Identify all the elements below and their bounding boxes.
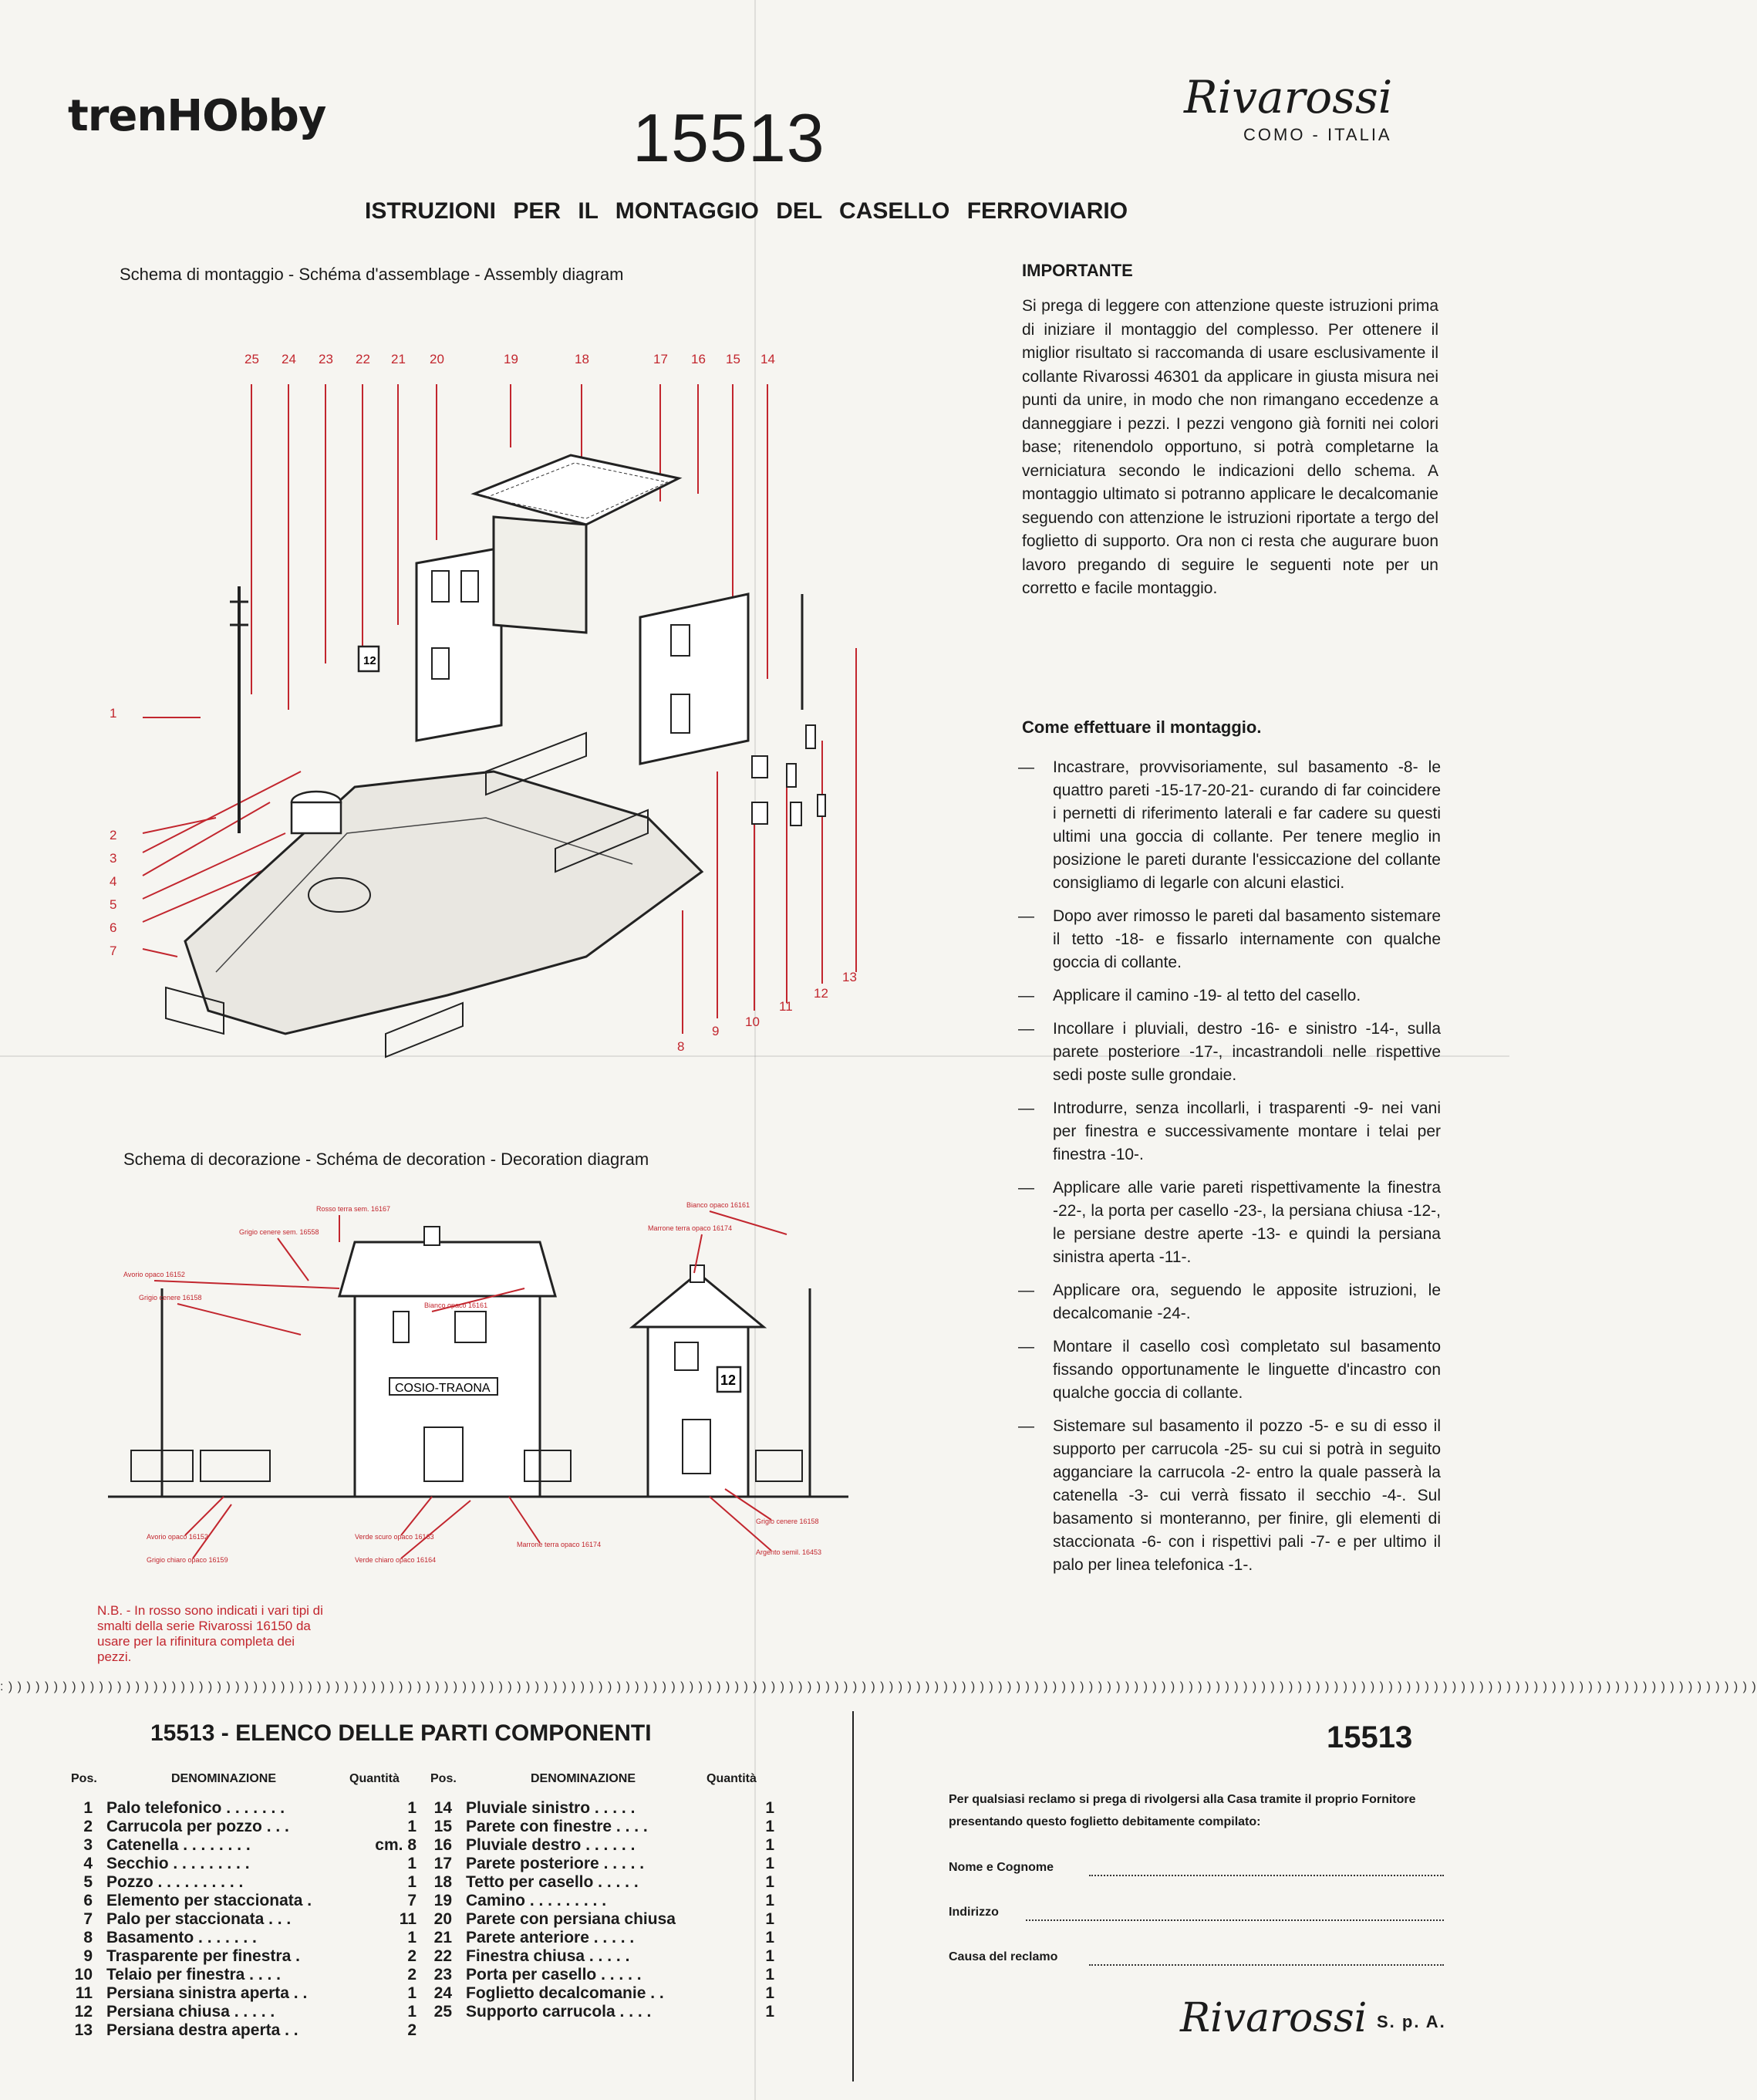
table-row: 6 Elemento per staccionata . 7	[83, 1892, 416, 1909]
address-field[interactable]	[1026, 1919, 1444, 1921]
table-row: 19 Camino . . . . . . . . . 1	[433, 1892, 774, 1909]
table-row: 15 Parete con finestre . . . . 1	[433, 1818, 774, 1835]
page-title: ISTRUZIONI PER IL MONTAGGIO DEL CASELLO FERROVIARIO	[365, 198, 1128, 224]
front-wall	[640, 594, 748, 764]
callout-22: 22	[356, 352, 370, 366]
callout-24: 24	[282, 352, 296, 366]
table-row: 12 Persiana chiusa . . . . . 1	[74, 2003, 416, 2021]
callout-11: 11	[779, 999, 793, 1014]
table-row: 25 Supporto carrucola . . . . 1	[433, 2003, 774, 2021]
base-plate	[185, 771, 702, 1034]
paint-label: Verde scuro opaco 16163	[355, 1533, 434, 1541]
step-item: — Applicare ora, seguendo le apposite istruzioni, le decalcomanie -24-.	[1018, 1279, 1441, 1325]
company-suffix: S. p. A.	[1377, 2012, 1446, 2031]
decoration-diagram	[108, 1196, 848, 1574]
callout-5: 5	[110, 897, 117, 912]
assembly-steps	[1018, 756, 1441, 1587]
table-row: 14 Pluviale sinistro . . . . . 1	[433, 1799, 774, 1817]
claim-number: 15513	[1327, 1720, 1413, 1754]
document-number: 15513	[632, 100, 825, 176]
table-row: 24 Foglietto decalcomanie . . 1	[433, 1984, 774, 2002]
how-heading: Come effettuare il montaggio.	[1022, 717, 1262, 737]
roof-icon	[474, 455, 679, 525]
col-qty: Quantità	[349, 1772, 400, 1785]
table-row: 17 Parete posteriore . . . . . 1	[433, 1855, 774, 1872]
paint-label: Verde chiaro opaco 16164	[355, 1556, 437, 1564]
callout-7: 7	[110, 944, 117, 958]
paint-note: N.B. - In rosso sono indicati i vari tipi di smalti della serie Rivarossi 16150 da usare per la rifinitura completa dei pezzi.	[97, 1603, 323, 1664]
section-divider	[852, 1711, 854, 2081]
table-row: 23 Porta per casello . . . . . 1	[433, 1966, 774, 1984]
col-name: DENOMINAZIONE	[171, 1772, 276, 1785]
col-qty: Quantità	[707, 1772, 757, 1785]
callout-8: 8	[677, 1039, 685, 1054]
window-parts	[752, 725, 825, 825]
station-house-main	[355, 1296, 540, 1497]
table-row: 2 Carrucola per pozzo . . . 1	[83, 1818, 416, 1835]
callout-10: 10	[745, 1015, 760, 1029]
perforation-line: : ) ) ) ) ) ) ) ) ) ) ) ) ) ) ) ) ) ) ) ) ) ) ) ) ) ) ) ) ) ) ) ) ) ) ) ) ) ) ) ) ) ) ) ) ) ) ) ) ) ) ) ) ) ) ) ) ) ) ) ) ) ) ) ) ) ) ) ) ) ) ) ) ) ) ) ) ) ) ) ) ) ) ) ) ) ) ) ) ) ) ) ) ) ) ) ) ) ) ) ) ) ) ) ) ) ) ) ) ) ) ) ) ) ) ) ) ) ) ) ) ) ) ) ) ) ) ) ) ) ) ) ) ) ) ) ) ) ) ) ) ) ) ) ) ) ) ) ) ) ) ) ) ) ) ) ) ) ) ) ) ) ) ) ) ) ) ) ) ) ) ) ) ) ) ) ) ) ) ) ) ) ) ) ) ) ) ) ) ) ) ) ) )	[0, 1680, 1757, 1693]
col-name: DENOMINAZIONE	[531, 1772, 636, 1785]
callout-25: 25	[244, 352, 259, 366]
table-row: 7 Palo per staccionata . . . 11	[83, 1910, 416, 1928]
table-row: 9 Trasparente per finestra . 2	[83, 1947, 416, 1965]
reason-field[interactable]	[1089, 1964, 1444, 1966]
table-row: 4 Secchio . . . . . . . . . 1	[83, 1855, 416, 1872]
decoration-caption: Schema di decorazione - Schéma de decoration - Decoration diagram	[123, 1150, 649, 1169]
rivarossi-logo-footer: Rivarossi	[1180, 1995, 1367, 2041]
callout-16: 16	[691, 352, 706, 366]
callout-18: 18	[575, 352, 589, 366]
parts-list-left	[69, 1799, 416, 2054]
callout-1: 1	[110, 706, 117, 721]
step-item: — Applicare alle varie pareti rispettivamente la finestra -22-, la porta per casello -23-, la persiana chiusa -12-, le persiane destre aperte -13- e quindi la persiana sinistra aperta -11-.	[1018, 1177, 1441, 1269]
field-label-reason: Causa del reclamo	[949, 1950, 1058, 1963]
field-label-address: Indirizzo	[949, 1906, 999, 1919]
callout-2: 2	[110, 828, 117, 842]
callout-14: 14	[760, 352, 775, 366]
name-field[interactable]	[1089, 1875, 1444, 1876]
paint-label: Grigio chiaro opaco 16159	[147, 1556, 228, 1564]
step-item: — Introdurre, senza incollarli, i trasparenti -9- nei vani per finestra e successivamente montare i telai per finestra -10-.	[1018, 1097, 1441, 1166]
col-pos: Pos.	[71, 1772, 97, 1785]
callout-13: 13	[842, 970, 857, 984]
paint-label: Rosso terra sem. 16167	[316, 1205, 391, 1213]
table-row: 18 Tetto per casello . . . . . 1	[433, 1873, 774, 1891]
paint-label: Grigio cenere sem. 16558	[239, 1228, 319, 1236]
table-row: 5 Pozzo . . . . . . . . . . 1	[83, 1873, 416, 1891]
km-sign-text: 12	[720, 1372, 737, 1388]
table-row: 21 Parete anteriore . . . . . 1	[433, 1929, 774, 1946]
table-row: 1 Palo telefonico . . . . . . . 1	[83, 1799, 416, 1817]
paint-label: Bianco opaco 16161	[686, 1201, 750, 1209]
station-sign-text: 12	[363, 654, 376, 667]
step-item: — Incollare i pluviali, destro -16- e sinistro -14-, sulla parete posteriore -17-, incastrandoli nelle rispettive sedi poste sulle grondaie.	[1018, 1018, 1441, 1087]
assembly-caption: Schema di montaggio - Schéma d'assemblage - Assembly diagram	[120, 265, 624, 284]
table-row: 10 Telaio per finestra . . . . 2	[74, 1966, 416, 1984]
table-row: 20 Parete con persiana chiusa 1	[433, 1910, 774, 1928]
callout-4: 4	[110, 874, 117, 889]
table-row: 22 Finestra chiusa . . . . . 1	[433, 1947, 774, 1965]
station-name-text: COSIO-TRAONA	[395, 1382, 491, 1395]
callout-20: 20	[430, 352, 444, 366]
table-row: 16 Pluviale destro . . . . . . 1	[433, 1836, 774, 1854]
field-label-name: Nome e Cognome	[949, 1861, 1054, 1874]
table-row: 8 Basamento . . . . . . . 1	[83, 1929, 416, 1946]
table-row: 3 Catenella . . . . . . . . cm. 8	[83, 1836, 416, 1854]
callout-15: 15	[726, 352, 740, 366]
callout-12: 12	[814, 986, 828, 1001]
important-text: Si prega di leggere con attenzione queste istruzioni prima di iniziare il montaggio del complesso. Per ottenere il miglior risultato si raccomanda di usare esclusivamente il collante Rivarossi 46301 da applicare in giusta misura nei punti da unire, in modo che non rimangano eccedenze a danneggiare i pezzi. I pezzi vengono già forniti nei colori base; ritenendolo opportuno, si potrà completarne la verniciatura secondo le indicazioni dello schema. A montaggio ultimato si potranno applicare le decalcomanie seguendo con attenzione le istruzioni riportate a tergo del foglietto di supporto. Ora non ci resta che augurare buon lavoro pregando di seguire le seguenti note per un corretto e facile montaggio.	[1022, 297, 1438, 597]
step-item: — Sistemare sul basamento il pozzo -5- e su di esso il supporto per carrucola -25- su cui si potrà in seguito agganciare la carrucola -2- entro la quale passerà la catenella -3- cui verrà fissato il secchio -4-. Sul basamento si monteranno, per finire, gli elementi di staccionata -6- con i rispettivi pali -7- e per ultimo il palo per linea telefonica -1-.	[1018, 1415, 1441, 1577]
parts-list-right	[429, 1799, 774, 2038]
step-item: — Dopo aver rimosso le pareti dal basamento sistemare il tetto -18- e fissarlo internamente con qualche goccia di collante.	[1018, 905, 1441, 974]
paint-label: Marrone terra opaco 16174	[517, 1541, 602, 1548]
callout-9: 9	[712, 1024, 720, 1038]
col-pos: Pos.	[430, 1772, 457, 1785]
paint-label: Grigio cenere 16158	[139, 1294, 202, 1302]
table-row: 11 Persiana sinistra aperta . . 1	[75, 1984, 416, 2002]
paint-label: Grigio cenere 16158	[756, 1518, 819, 1525]
table-row: 13 Persiana destra aperta . . 2	[74, 2021, 416, 2039]
paint-label: Bianco opaco 16161	[424, 1302, 488, 1309]
brand-location: COMO - ITALIA	[1243, 125, 1392, 144]
callout-17: 17	[653, 352, 668, 366]
callout-6: 6	[110, 920, 117, 935]
parts-title: 15513 - ELENCO DELLE PARTI COMPONENTI	[150, 1720, 652, 1746]
paint-label: Argento semil. 16453	[756, 1548, 822, 1556]
callout-19: 19	[504, 352, 518, 366]
callout-23: 23	[319, 352, 333, 366]
paint-label: Avorio opaco 16152	[147, 1533, 208, 1541]
claim-instructions: Per qualsiasi reclamo si prega di rivolgersi alla Casa tramite il proprio Fornitore presentando questo foglietto debitamente compilato:	[949, 1793, 1416, 1828]
callout-3: 3	[110, 851, 117, 866]
callout-21: 21	[391, 352, 406, 366]
assembly-diagram	[93, 339, 864, 1065]
step-item: — Incastrare, provvisoriamente, sul basamento -8- le quattro pareti -15-17-20-21- curando di far coincidere i pernetti di riferimento laterali e far cadere su questi ultimi una goccia di collante. Per tenere meglio in posizione le pareti durante l'essiccazione del collante consigliamo di legarle con alcuni elastici.	[1018, 756, 1441, 895]
paint-label: Marrone terra opaco 16174	[648, 1224, 733, 1232]
trenhobby-logo: trenHObby	[68, 91, 326, 141]
wall-with-windows	[416, 548, 501, 741]
step-item: — Montare il casello così completato sul basamento fissando opportunamente le linguette d'incastro con qualche goccia di collante.	[1018, 1335, 1441, 1405]
paint-label: Avorio opaco 16152	[123, 1271, 185, 1278]
step-item: — Applicare il camino -19- al tetto del casello.	[1018, 984, 1441, 1008]
important-heading: IMPORTANTE	[1022, 261, 1133, 280]
rivarossi-logo: Rivarossi	[1184, 71, 1393, 123]
